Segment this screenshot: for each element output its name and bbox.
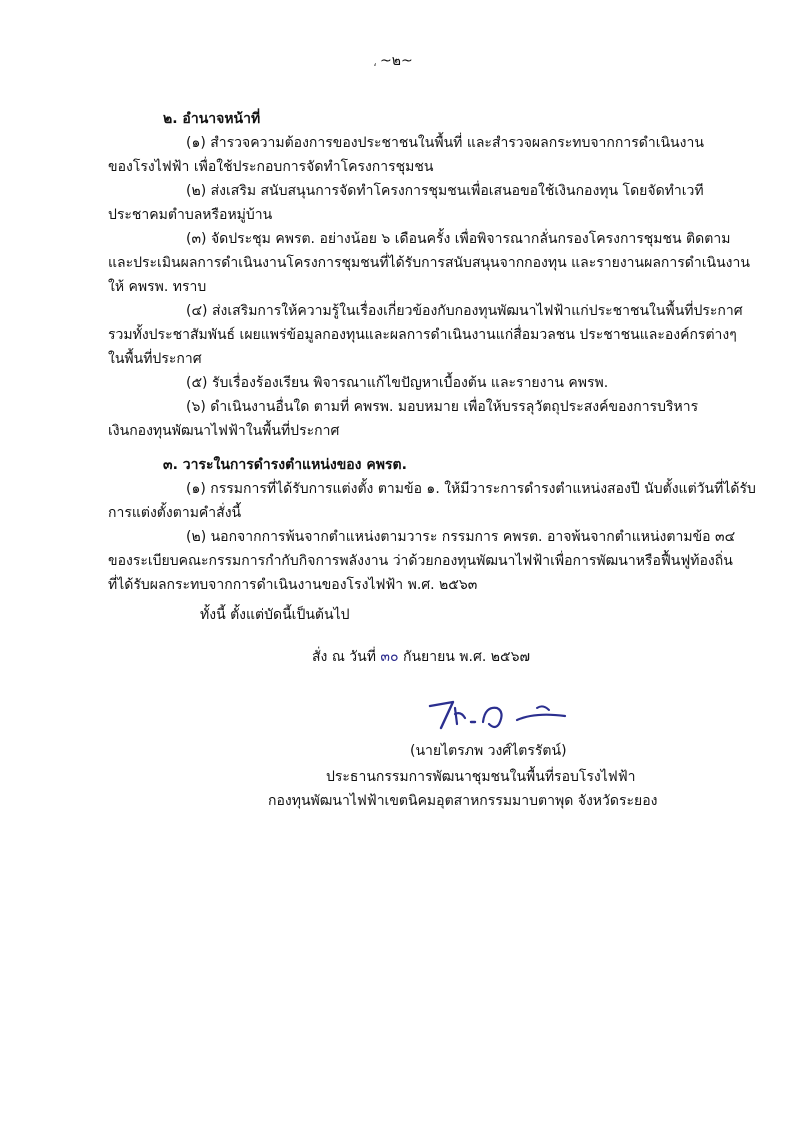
- section-2-item-1-line-2: ของโรงไฟฟ้า เพื่อใช้ประกอบการจัดทำโครงการชุมชน: [108, 159, 434, 175]
- section-2-item-2-line-1: (๒) ส่งเสริม สนับสนุนการจัดทำโครงการชุมชนเพื่อเสนอขอใช้เงินกองทุน โดยจัดทำเวที: [186, 183, 704, 199]
- effective-statement: ทั้งนี้ ตั้งแต่บัดนี้เป็นต้นไป: [200, 607, 350, 623]
- signer-position-line-1: ประธานกรรมการพัฒนาชุมชนในพื้นที่รอบโรงไฟฟ้า: [326, 769, 636, 785]
- section-3-item-2-line-1: (๒) นอกจากการพ้นจากตำแหน่งตามวาระ กรรมการ คพรต. อาจพ้นจากตำแหน่งตามข้อ ๓๔: [186, 529, 736, 545]
- signer-position-line-2: กองทุนพัฒนาไฟฟ้าเขตนิคมอุตสาหกรรมมาบตาพุด จังหวัดระยอง: [268, 793, 658, 809]
- signature-image: [425, 694, 585, 744]
- section-2-item-4-line-1: (๔) ส่งเสริมการให้ความรู้ในเรื่องเกี่ยวข้องกับกองทุนพัฒนาไฟฟ้าแก่ประชาชนในพื้นที่ประกาศ: [186, 303, 743, 319]
- section-2-item-2-line-2: ประชาคมตำบลหรือหมู่บ้าน: [108, 207, 273, 223]
- section-3-item-2-line-2: ของระเบียบคณะกรรมการกำกับกิจการพลังงาน ว่าด้วยกองทุนพัฒนาไฟฟ้าเพื่อการพัฒนาหรือฟื้นฟูท้องถิ่น: [108, 553, 733, 569]
- stray-mark: ،: [373, 55, 377, 69]
- section-2-item-5-line-1: (๕) รับเรื่องร้องเรียน พิจารณาแก้ไขปัญหาเบื้องต้น และรายงาน คพรพ.: [186, 375, 609, 391]
- section-2-item-3-line-1: (๓) จัดประชุม คพรต. อย่างน้อย ๖ เดือนครั้ง เพื่อพิจารณากลั่นกรองโครงการชุมชน ติดตาม: [186, 231, 731, 247]
- order-date-day: ๓๐: [380, 649, 399, 665]
- section-3-item-1-line-2: การแต่งตั้งตามคำสั่งนี้: [108, 505, 242, 521]
- section-2-item-3-line-2: และประเมินผลการดำเนินงานโครงการชุมชนที่ได้รับการสนับสนุนจากกองทุน และรายงานผลการดำเนินงาน: [108, 255, 750, 271]
- section-2-item-3-line-3: ให้ คพรพ. ทราบ: [108, 279, 207, 295]
- section-2-item-4-line-2: รวมทั้งประชาสัมพันธ์ เผยแพร่ข้อมูลกองทุนและผลการดำเนินงานแก่สื่อมวลชน ประชาชนและองค์กรต่างๆ: [108, 327, 737, 343]
- order-date-prefix: สั่ง ณ วันที่: [312, 649, 376, 665]
- section-2-item-6-line-2: เงินกองทุนพัฒนาไฟฟ้าในพื้นที่ประกาศ: [108, 423, 340, 439]
- section-2-item-4-line-3: ในพื้นที่ประกาศ: [108, 351, 202, 367]
- order-date-suffix: กันยายน พ.ศ. ๒๕๖๗: [402, 649, 531, 665]
- order-date: [312, 648, 530, 666]
- signer-name: (นายไตรภพ วงศ์ไตรรัตน์): [410, 743, 567, 759]
- section-3-item-1-line-1: (๑) กรรมการที่ได้รับการแต่งตั้ง ตามข้อ ๑. ให้มีวาระการดำรงตำแหน่งสองปี นับตั้งแต่วันที่ได้รับ: [186, 481, 756, 497]
- section-3-item-2-line-3: ที่ได้รับผลกระทบจากการดำเนินงานของโรงไฟฟ้า พ.ศ. ๒๕๖๓: [108, 577, 478, 593]
- section-3-heading: ๓. วาระในการดำรงตำแหน่งของ คพรต.: [163, 457, 407, 473]
- section-2-item-6-line-1: (๖) ดำเนินงานอื่นใด ตามที่ คพรพ. มอบหมาย เพื่อให้บรรลุวัตถุประสงค์ของการบริหาร: [186, 399, 699, 415]
- section-2-heading: ๒. อำนาจหน้าที่: [163, 111, 261, 127]
- section-2-item-1-line-1: (๑) สำรวจความต้องการของประชาชนในพื้นที่ และสำรวจผลกระทบจากการดำเนินงาน: [186, 135, 704, 151]
- page-number: ~๒~: [380, 53, 413, 69]
